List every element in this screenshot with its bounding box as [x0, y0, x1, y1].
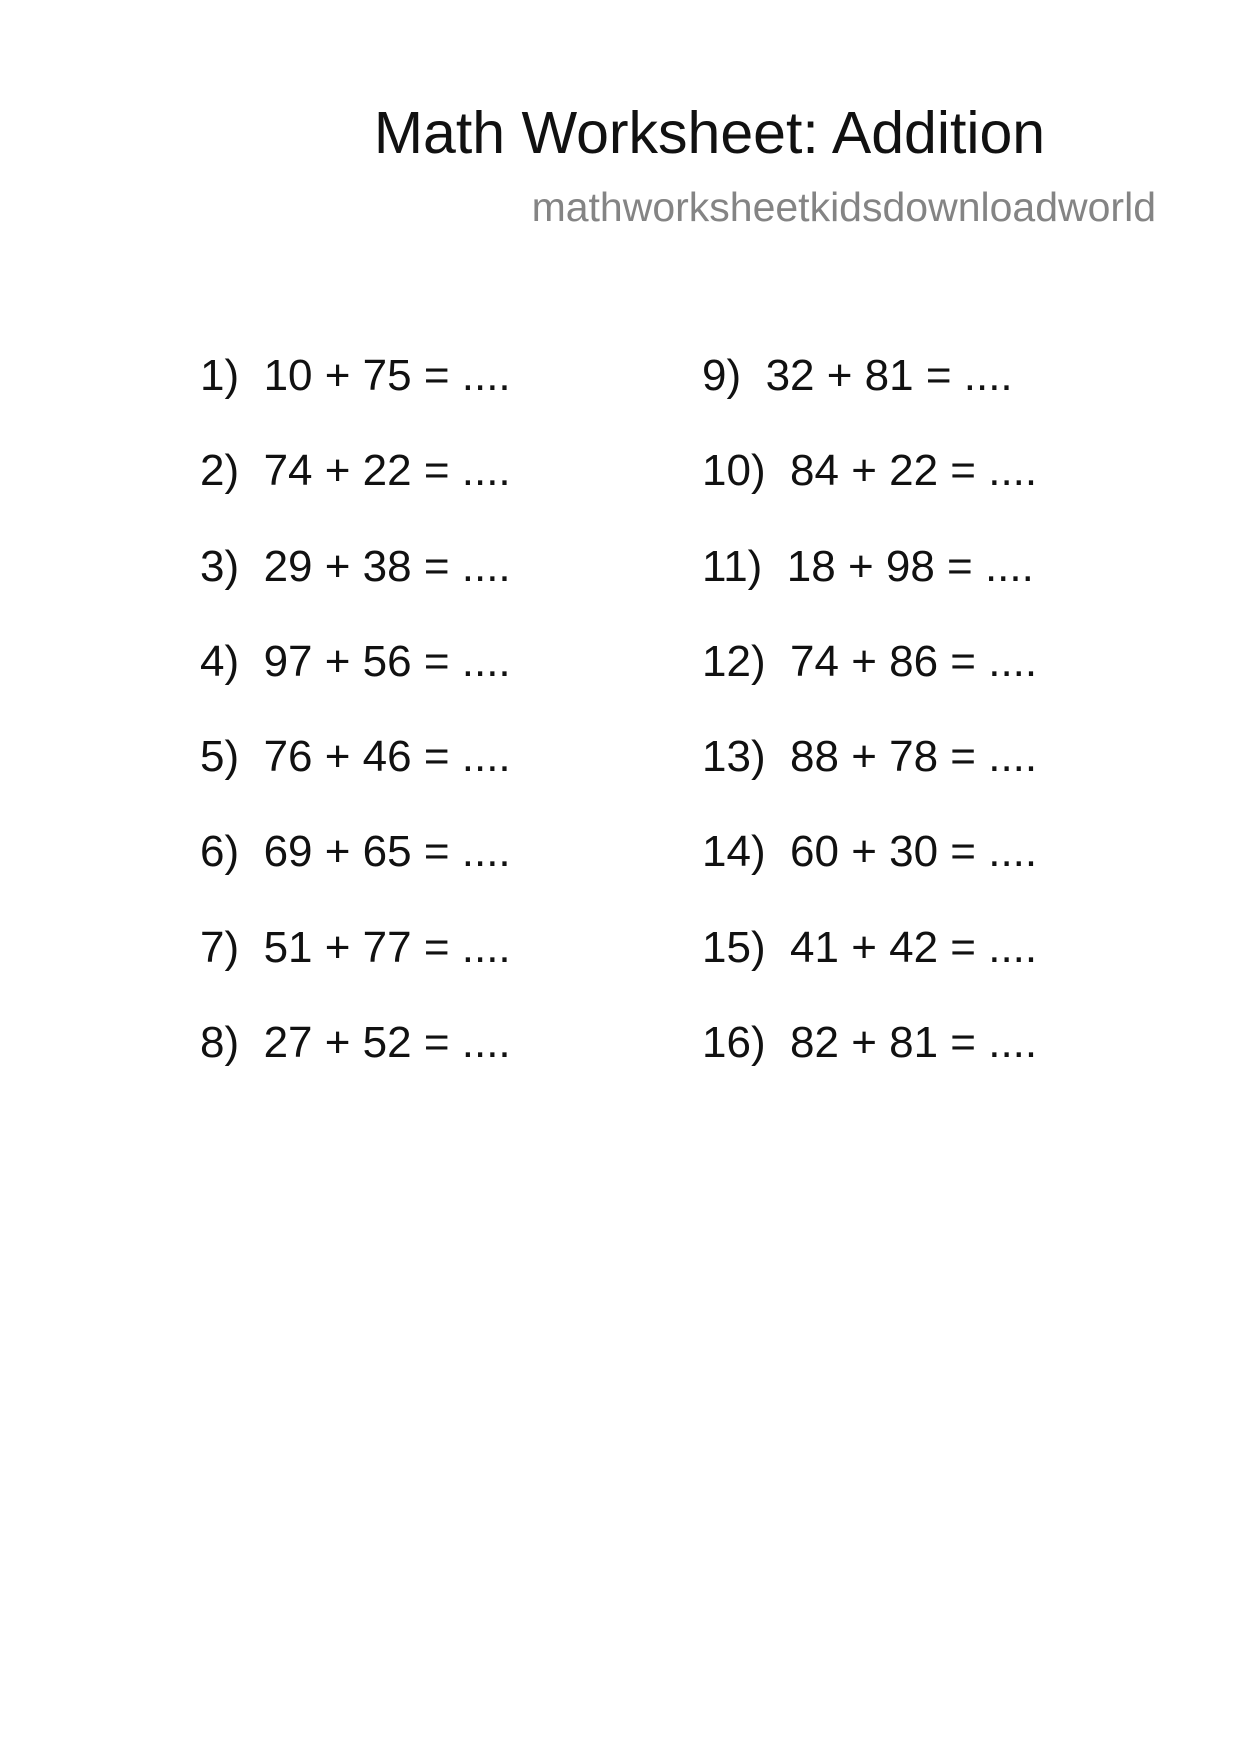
problem-number: 5) [200, 732, 240, 782]
problem-expression: 18 + 98 = .... [786, 541, 1034, 591]
worksheet-title: Math Worksheet: Addition [373, 100, 1046, 166]
problem-number: 16) [702, 1018, 766, 1068]
problem-expression: 84 + 22 = .... [790, 446, 1038, 496]
problem-item [200, 922, 660, 1017]
problem-expression: 27 + 52 = .... [263, 1018, 511, 1068]
problem-expression: 10 + 75 = .... [263, 351, 511, 400]
problem-item [702, 350, 1162, 445]
problem-expression: 69 + 65 = .... [263, 827, 511, 877]
problem-item [200, 731, 660, 826]
problem-number: 3) [200, 541, 240, 591]
problem-item [200, 1017, 660, 1112]
problem-number: 8) [200, 1018, 240, 1068]
problem-item [200, 826, 660, 921]
problem-expression: 82 + 81 = .... [790, 1018, 1038, 1068]
problem-item [702, 826, 1162, 921]
problem-number: 12) [702, 636, 766, 686]
problem-item [702, 922, 1162, 1017]
problem-expression: 88 + 78 = .... [790, 732, 1038, 782]
problem-expression: 51 + 77 = .... [263, 922, 511, 972]
problem-expression: 60 + 30 = .... [790, 827, 1038, 877]
problem-item [702, 1017, 1162, 1112]
problem-number: 6) [200, 827, 240, 877]
problem-column-left [200, 350, 660, 1112]
problem-number: 10) [702, 446, 766, 496]
problem-number: 1) [200, 351, 240, 400]
problem-number: 14) [702, 827, 766, 877]
problem-number: 15) [702, 922, 766, 972]
problem-number: 2) [200, 446, 240, 496]
problem-item [702, 636, 1162, 731]
problem-item [702, 445, 1162, 540]
worksheet-subtitle: mathworksheetkidsdownloadworld [531, 184, 1156, 230]
problem-number: 9) [702, 351, 742, 400]
problem-number: 11) [702, 541, 763, 591]
problem-item [200, 445, 660, 540]
problem-item [200, 541, 660, 636]
problem-expression: 74 + 86 = .... [790, 636, 1038, 686]
problem-expression: 29 + 38 = .... [263, 541, 511, 591]
problem-item [200, 636, 660, 731]
problem-expression: 97 + 56 = .... [263, 636, 511, 686]
problem-item [702, 541, 1162, 636]
problem-column-right [702, 350, 1162, 1112]
problem-number: 13) [702, 732, 766, 782]
problem-item [200, 350, 660, 445]
problem-item [702, 731, 1162, 826]
problem-expression: 76 + 46 = .... [263, 732, 511, 782]
problem-expression: 32 + 81 = .... [765, 351, 1013, 400]
problem-expression: 74 + 22 = .... [263, 446, 511, 496]
problem-number: 4) [200, 636, 240, 686]
problem-number: 7) [200, 922, 240, 972]
problem-expression: 41 + 42 = .... [790, 922, 1038, 972]
